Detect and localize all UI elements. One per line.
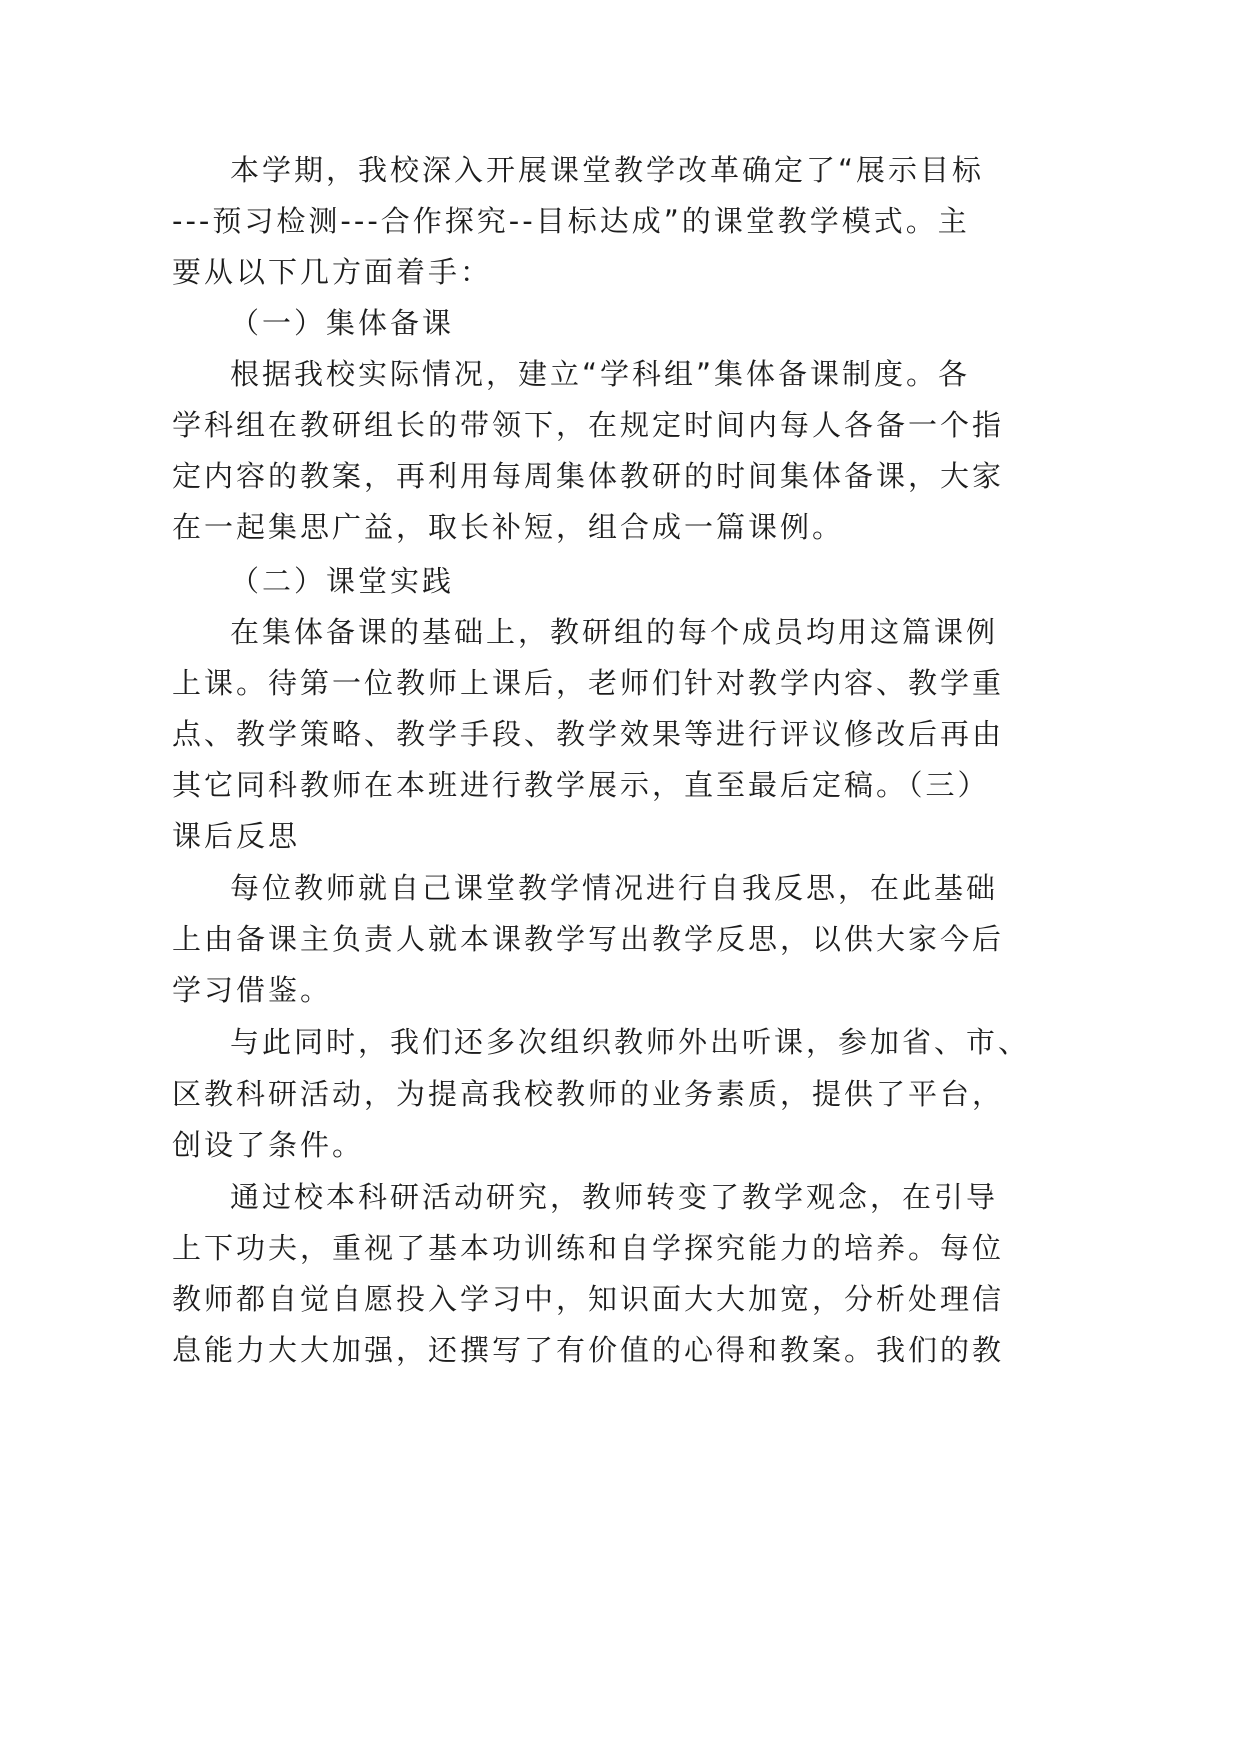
text-line: 与此同时，我们还多次组织教师外出听课，参加省、市、 <box>230 1025 1031 1059</box>
section-heading: （一）集体备课 <box>230 306 455 340</box>
text-line: 每位教师就自己课堂教学情况进行自我反思，在此基础 <box>230 871 999 905</box>
section-heading: （二）课堂实践 <box>230 564 455 598</box>
text-line: 点、教学策略、教学手段、教学效果等进行评议修改后再由 <box>172 717 1005 751</box>
text-line: 要从以下几方面着手： <box>172 255 493 289</box>
text-line: 在一起集思广益，取长补短，组合成一篇课例。 <box>172 510 845 544</box>
text-line: 学科组在教研组长的带领下，在规定时间内每人各备一个指 <box>172 408 1005 442</box>
text-line: 上课。待第一位教师上课后，老师们针对教学内容、教学重 <box>172 666 1005 700</box>
text-line: 区教科研活动，为提高我校教师的业务素质，提供了平台， <box>172 1077 1005 1111</box>
text-line: 本学期，我校深入开展课堂教学改革确定了“展示目标 <box>230 153 985 187</box>
text-line: ---预习检测---合作探究--目标达成”的课堂教学模式。主 <box>172 204 970 238</box>
text-line: 上下功夫，重视了基本功训练和自学探究能力的培养。每位 <box>172 1231 1005 1265</box>
text-line: 根据我校实际情况，建立“学科组”集体备课制度。各 <box>230 357 971 391</box>
text-line: 课后反思 <box>172 819 301 853</box>
text-line: 教师都自觉自愿投入学习中，知识面大大加宽，分析处理信 <box>172 1282 1005 1316</box>
text-line: 定内容的教案，再利用每周集体教研的时间集体备课，大家 <box>172 459 1005 493</box>
text-line: 息能力大大加强，还撰写了有价值的心得和教案。我们的教 <box>172 1333 1005 1367</box>
text-line: 上由备课主负责人就本课教学写出教学反思，以供大家今后 <box>172 922 1005 956</box>
text-line: 在集体备课的基础上，教研组的每个成员均用这篇课例 <box>230 615 999 649</box>
text-line: 通过校本科研活动研究，教师转变了教学观念，在引导 <box>230 1180 999 1214</box>
text-line: 创设了条件。 <box>172 1128 365 1162</box>
text-line: 其它同科教师在本班进行教学展示，直至最后定稿。（三） <box>172 768 990 802</box>
text-line: 学习借鉴。 <box>172 973 333 1007</box>
